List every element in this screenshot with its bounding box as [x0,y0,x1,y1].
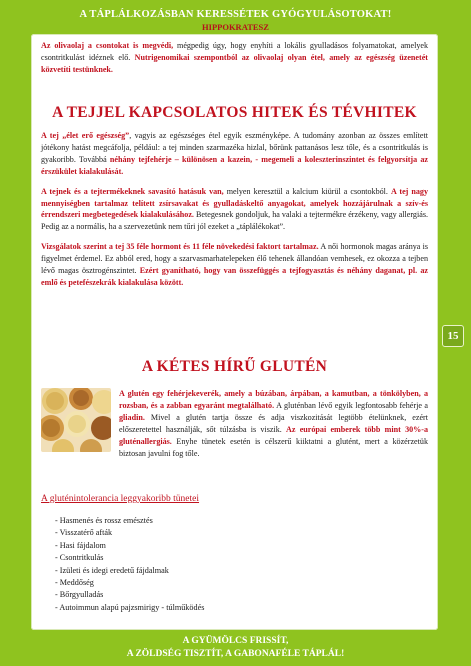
page-number-badge: 15 [442,325,464,347]
intro-text [41,40,428,84]
milk-heading-wrap [31,104,438,122]
milk-section [41,130,428,297]
milk-p3-red: Vizsgálatok szerint a tej 35 féle hormont és 11 féle növekedési faktort tartalmaz. [41,242,319,252]
intro-red-2: Nutrigenomikai szempontból az olivaolaj olyan étel, amely az egészség üzenetét közvetíti testünknek. [41,52,429,74]
footer-line-2: A ZÖLDSÉG TISZTÍT, A GABONAFÉLE TÁPLÁL! [126,649,345,659]
milk-paragraph-1 [41,130,428,178]
intro-red-1: Az olivaolaj a csontokat is megvédi, [41,41,174,50]
grain-bowls-icon [41,388,111,452]
symptom-item: - Visszatérő afták [55,528,113,538]
intro-paragraph [41,40,428,76]
gluten-p1-c: Enyhe tünetek esetén is célszerű kiiktatni a glutént, mert a közérzetük biztosan javulni fog tőle. [119,436,428,458]
intro-text-1: mégpedig úgy, hogy enyhíti a lokális gyulladásos folyamatokat, amelyek csontritkulást idéznek elő. [41,41,428,62]
milk-p2-red2: A tej nagy mennyiségben tartalmaz telített zsírsavakat és gyulladáskeltő anyagokat, amelyek hozzájárulnak a szív-és érrendszeri megbetegedések kialakulásához. [41,186,429,220]
milk-heading: A TEJJEL KAPCSOLATOS HITEK ÉS TÉVHITEK [52,104,417,121]
milk-paragraph-3 [41,241,428,289]
gluten-p1-red2: gliadin. [119,412,145,422]
gluten-heading: A KÉTES HÍRŰ GLUTÉN [141,358,328,375]
milk-p2-red: A tejnek és a tejtermékeknek savasító hatásuk van, [41,186,224,196]
top-banner-title: A TÁPLÁLKOZÁSBAN KERESSÉTEK GYÓGYULÁSOTOKAT! [79,9,392,20]
symptom-item: - Bőrgyulladás [55,590,104,600]
gluten-section [41,388,428,459]
symptoms-list [55,515,204,614]
gluten-p1-red3: Az európai emberek több mint 30%-a gluténallergiás. [119,424,428,446]
symptom-item: - Izületi és idegi eredetű fájdalmak [55,565,169,575]
milk-p3-red2: Ezért gyanítható, hogy van összefüggés a tejfogyasztás és néhány daganat, pl. az emlő és petefészekrák kialakulása között. [41,266,428,287]
milk-p3-a: A női hormonok magas aránya is figyelmet érdemel. Ez abból ered, hogy a szarvasmarhatelepeken élő tehenek állandóan vemhesek, ez okozza a tejben lévő magas ösztrogénszintet. [41,242,428,276]
milk-paragraph-2 [41,186,428,234]
milk-p2-a: melyen keresztül a kalcium kiürül a csontokból. [223,186,391,196]
symptoms-heading: A gluténintolerancia leggyakoribb tünetei [41,494,200,504]
footer-line-1: A GYÜMÖLCS FRISSÍT, [182,636,289,646]
symptom-item: - Hasmenés és rossz emésztés [55,516,153,525]
milk-p1-red2: néhány tejfehérje – különösen a kazein, - megemeli a koleszterinszintet és felgyorsítja az érszükület kialakulását. [41,154,428,176]
milk-p2-b: Betegesnek gondoljuk, ha valaki a tejtermékre érzékeny, vagy allergiás. Pedig az a normális, ha a szervezetünk nem tűri jól ezeket a „táplálékokat”. [41,210,428,232]
symptom-item: - Csontritkulás [55,553,104,563]
gluten-p1-b: Mivel a glutén tartja össze és adja viszkozitását legtöbb ételünknek, ezért előszeretettel használják, sőt túlzásba is viszik. [119,412,428,434]
symptom-item: - Autoimmun alapú pajzsmirigy - túlműködés [55,602,205,612]
grain-bowls-image [41,388,111,452]
milk-p1-red: „élet erő egészség” [62,131,130,140]
gluten-p1-red: A glutén egy fehérjekeverék, amely a búzában, árpában, a kamutban, a tönkölyben, a rozsban, és a zabban egyaránt megtalálható. [119,389,428,410]
gluten-heading-wrap [31,358,438,376]
gluten-p1-a: A gluténban lévő egyik legfontosabb fehérje a [274,400,428,410]
symptom-item: - Meddőség [55,577,94,587]
milk-p1-a: A tej [41,131,63,140]
symptom-item: - Hasi fájdalom [55,540,106,550]
top-banner-subtitle: HIPPOKRATESZ [202,22,269,32]
milk-p1-b: , vagyis az egészséges étel egyik eszményképe. A tudomány azonban az összes említett jótékony hatást megcáfolja, például: a tej minden szarmazéka hizlal, bőrünk pattanásos lesz tőle, és a csontritkulás is gyakoribb. Továbbá [41,131,428,164]
